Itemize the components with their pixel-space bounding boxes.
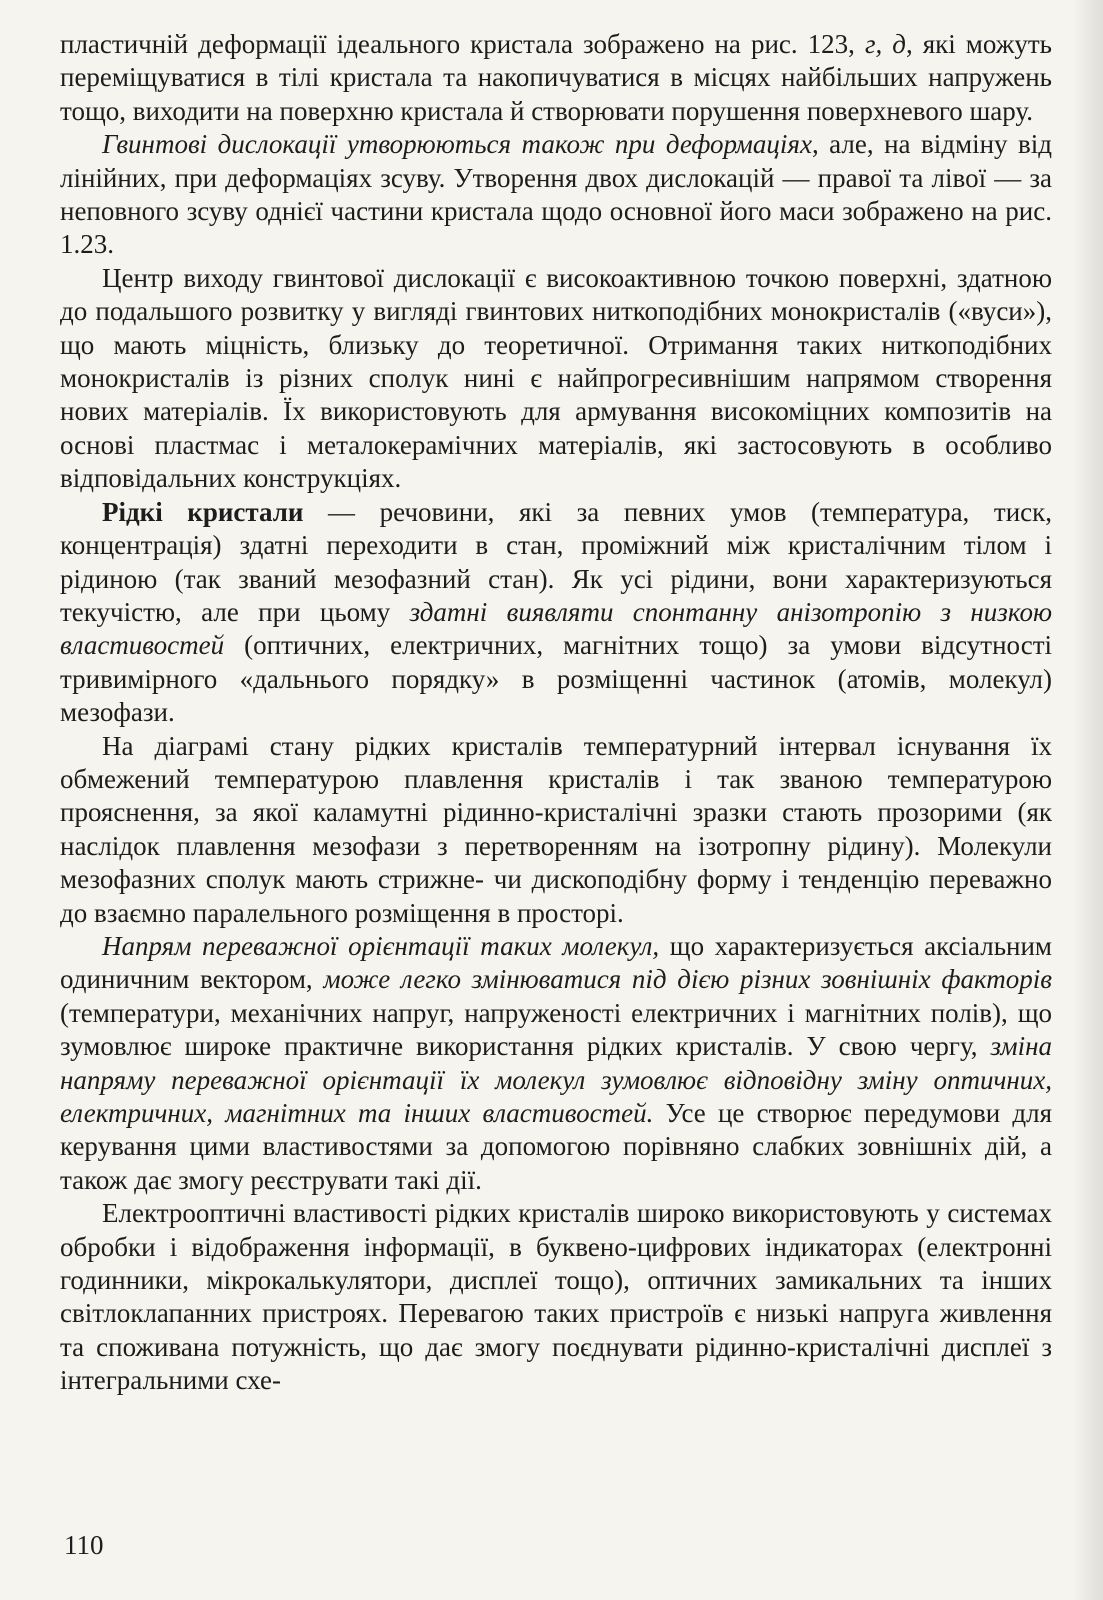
- text-run-italic: Напрям переважної орієнтації таких молекул,: [102, 930, 660, 961]
- text-run: пластичній деформації ідеального кристала зображено на рис. 123,: [60, 29, 865, 59]
- text-run: (температури, механічних напруг, напруженості електричних і магнітних полів), що зумовлює широке практичне використання рідких кристалів. У свою чергу,: [60, 997, 1052, 1062]
- paragraph: [60, 730, 1052, 930]
- text-run-italic: може легко змінюватися під дією різних зовнішніх факторів: [323, 964, 1052, 995]
- term-heading: Рідкі кристали: [102, 496, 304, 527]
- text-run: — речовини, які за певних умов (температура, тиск, концентрація) здатні переходити в стан, проміжний між кристалічним тілом і рідиною (так званий мезофазний стан). Як усі рідини, вони характеризуються текучістю, але при цьому: [60, 496, 1053, 627]
- text-run: Електрооптичні властивості рідких кристалів широко використовують у системах обробки і відображення інформації, в буквено-цифрових індикаторах (електронні годинники, мікрокалькулятори, дисплеї тощо), оптичних замикальних та інших світлоклапанних пристроях. Перевагою таких пристроїв є низькі напруга живлення та споживана потужність, що дає змогу поєднувати рідинно-кристалічні дисплеї з інтегральними схе-: [60, 1198, 1052, 1396]
- text-run: , але, на відміну від лінійних, при деформаціях зсуву. Утворення двох дислокацій — правої та лівої — за неповного зсуву однієї частини кристала щодо основної його маси зображено на рис. 1.23.: [60, 129, 1052, 260]
- text-run-italic: г, д: [864, 29, 906, 59]
- page-number: 110: [64, 1530, 104, 1560]
- text-run: На діаграмі стану рідких кристалів температурний інтервал існування їх обмежений температурою плавлення кристалів і так званою температурою прояснення, за якої каламутні рідинно-кристалічні зразки стають прозорими (як наслідок плавлення мезофази з перетворенням на ізотропну рідину). Молекули мезофазних сполук мають стрижне- чи дископодібну форму і тенденцію переважно до взаємно паралельного розміщення в просторі.: [60, 730, 1052, 928]
- paragraph: [60, 496, 1052, 730]
- text-run-italic: здатні виявляти спонтанну анізотропію з низкою властивостей: [60, 596, 1052, 661]
- paragraph: [60, 930, 1052, 1197]
- paragraph: [60, 128, 1052, 262]
- paragraph: [60, 28, 1052, 128]
- page-body: [60, 28, 1052, 1398]
- page-edge-shadow: [1073, 0, 1103, 1600]
- paragraph: [60, 1197, 1052, 1397]
- text-run: (оптичних, електричних, магнітних тощо) за умови відсутності тривимірного «дальнього порядку» в розміщенні частинок (атомів, молекул) мезофази.: [60, 630, 1052, 728]
- text-run: , які можуть переміщуватися в тілі кристала та накопичуватися в місцях найбільших напружень тощо, виходити на поверхню кристала й створювати порушення поверхневого шару.: [60, 29, 1052, 126]
- text-run-italic: зміна напряму переважної орієнтації їх молекул зумовлює відповідну зміну оптичних, електричних, магнітних та інших властивостей.: [60, 1031, 1052, 1128]
- text-run: Центр виходу гвинтової дислокації є високоактивною точкою поверхні, здатною до подальшого розвитку у вигляді гвинтових ниткоподібних монокристалів («вуси»), що мають міцність, близьку до теоретичної. Отримання таких ниткоподібних монокристалів із різних сполук нині є найпрогресивнішим напрямом створення нових матеріалів. Їх використовують для армування високоміцних композитів на основі пластмас і металокерамічних матеріалів, які застосовують в особливо відповідальних конструкціях.: [60, 262, 1052, 494]
- text-run-italic: Гвинтові дислокації утворюються також при деформаціях: [102, 129, 812, 160]
- paragraph: [60, 262, 1052, 496]
- text-run: що характеризується аксіальним одиничним вектором,: [60, 930, 1052, 995]
- text-run: Усе це створює передумови для керування цими властивостями за допомогою порівняно слабких зовнішніх дій, а також дає змогу реєструвати такі дії.: [60, 1098, 1052, 1195]
